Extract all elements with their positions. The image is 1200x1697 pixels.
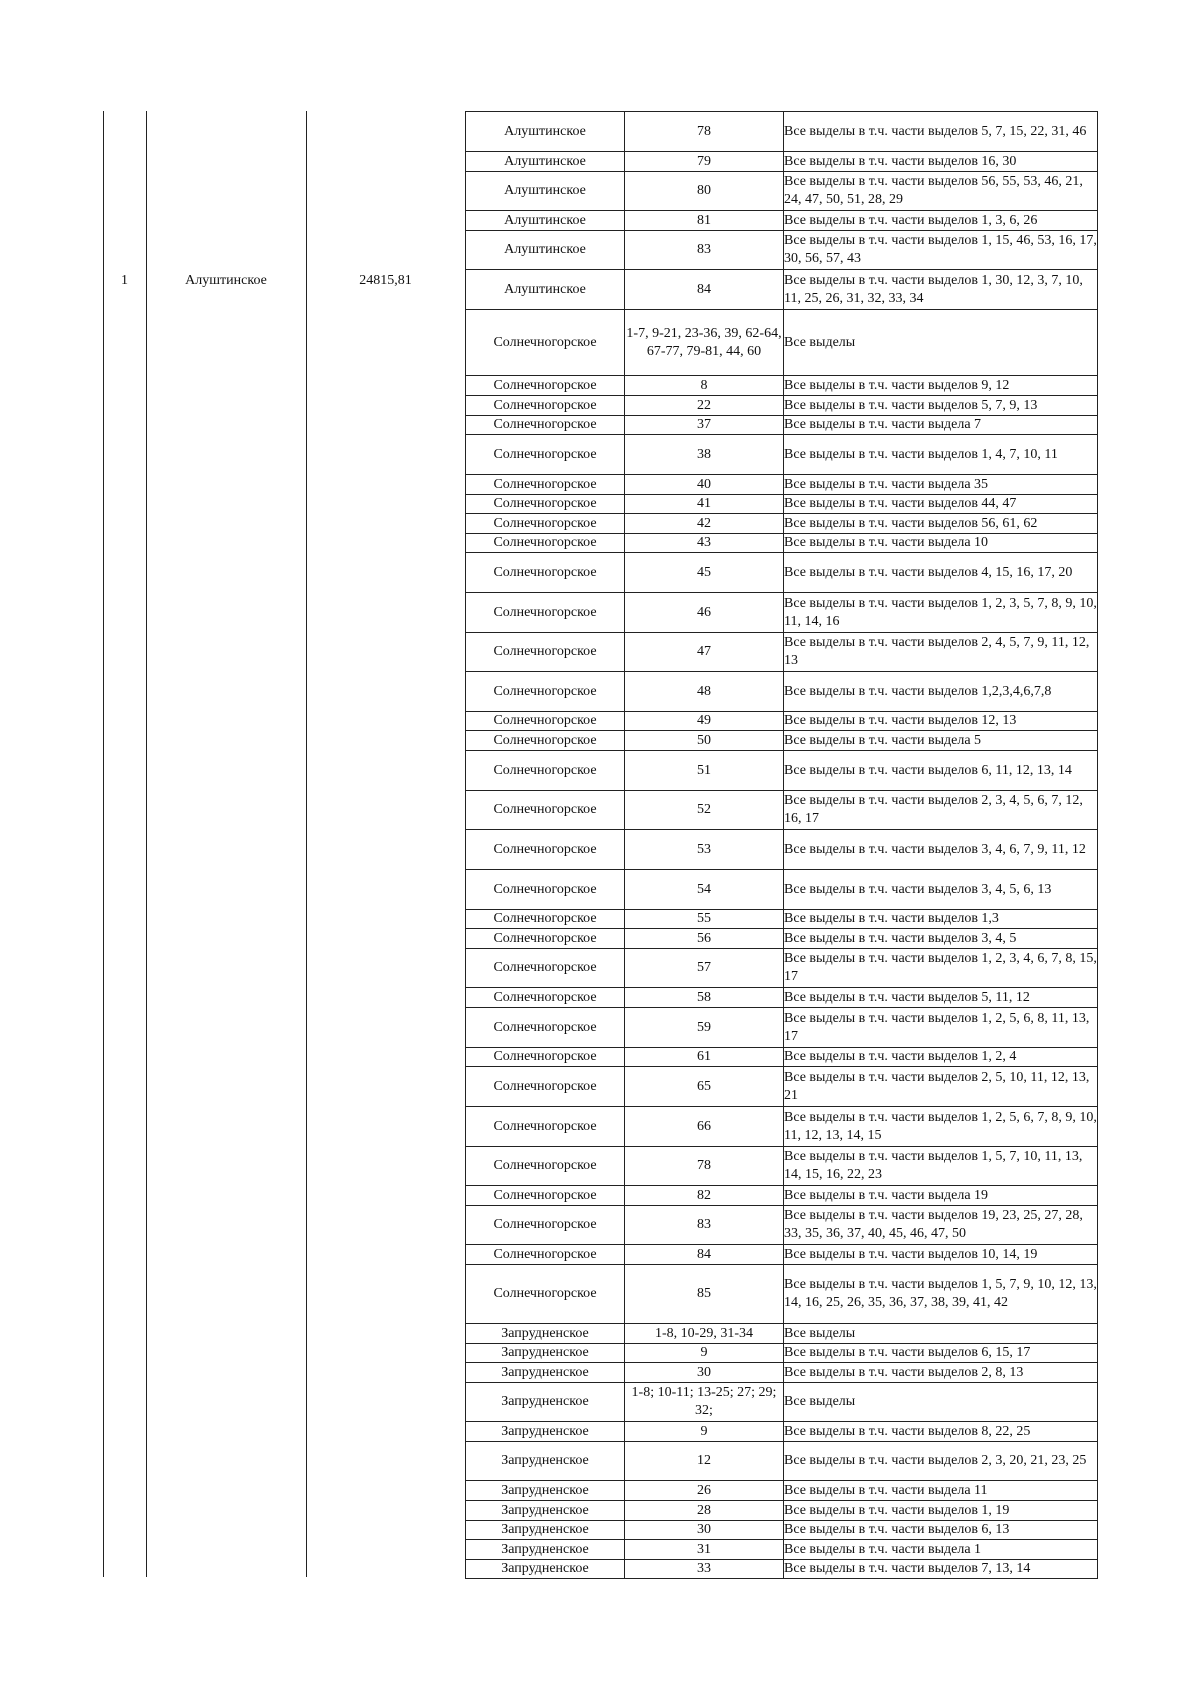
quarter-number-cell: 41	[625, 495, 784, 514]
plots-description-cell: Все выделы в т.ч. части выдела 1	[784, 1540, 1098, 1560]
plots-description-cell: Все выделы в т.ч. части выделов 1, 2, 5, 6, 8, 11, 13, 17	[784, 1008, 1098, 1048]
plots-description-cell: Все выделы в т.ч. части выделов 1, 30, 12, 3, 7, 10, 11, 25, 26, 31, 32, 33, 34	[784, 270, 1098, 310]
table-row	[466, 231, 1098, 270]
quarter-number-cell: 42	[625, 514, 784, 534]
quarter-number-cell: 30	[625, 1521, 784, 1540]
plots-description-cell: Все выделы в т.ч. части выделов 56, 55, 53, 46, 21, 24, 47, 50, 51, 28, 29	[784, 172, 1098, 211]
quarter-number-cell: 28	[625, 1501, 784, 1521]
district-name-cell: Солнечногорское	[466, 791, 625, 830]
table-row	[466, 1324, 1098, 1344]
district-name-cell: Запрудненское	[466, 1560, 625, 1579]
district-name-cell: Солнечногорское	[466, 534, 625, 553]
quarter-number-cell: 47	[625, 633, 784, 672]
plots-description-cell: Все выделы в т.ч. части выделов 5, 7, 15, 22, 31, 46	[784, 112, 1098, 152]
quarter-number-cell: 84	[625, 270, 784, 310]
quarter-number-cell: 33	[625, 1560, 784, 1579]
plots-description-cell: Все выделы в т.ч. части выделов 10, 14, 19	[784, 1245, 1098, 1265]
quarter-number-cell: 85	[625, 1265, 784, 1324]
district-name-cell: Запрудненское	[466, 1442, 625, 1481]
district-name-cell: Солнечногорское	[466, 396, 625, 416]
plots-description-cell: Все выделы в т.ч. части выделов 2, 3, 4, 5, 6, 7, 12, 16, 17	[784, 791, 1098, 830]
district-name-cell: Солнечногорское	[466, 495, 625, 514]
district-name-cell: Солнечногорское	[466, 376, 625, 396]
plots-description-cell: Все выделы в т.ч. части выдела 5	[784, 731, 1098, 751]
table-row	[466, 593, 1098, 633]
table-row	[466, 1048, 1098, 1067]
table-row	[466, 270, 1098, 310]
plots-description-cell: Все выделы в т.ч. части выделов 19, 23, 25, 27, 28, 33, 35, 36, 37, 40, 45, 46, 47, 50	[784, 1206, 1098, 1245]
district-name-cell: Солнечногорское	[466, 731, 625, 751]
plots-description-cell: Все выделы в т.ч. части выделов 16, 30	[784, 152, 1098, 172]
table-row	[466, 712, 1098, 731]
district-name-cell: Солнечногорское	[466, 870, 625, 910]
plots-description-cell: Все выделы в т.ч. части выделов 1, 2, 4	[784, 1048, 1098, 1067]
quarter-number-cell: 48	[625, 672, 784, 712]
table-row	[466, 475, 1098, 495]
quarter-number-cell: 82	[625, 1186, 784, 1206]
quarter-number-cell: 78	[625, 1147, 784, 1186]
table-row	[466, 1481, 1098, 1501]
plots-description-cell: Все выделы в т.ч. части выделов 1,2,3,4,6,7,8	[784, 672, 1098, 712]
plots-description-cell: Все выделы	[784, 1383, 1098, 1422]
table-row	[466, 396, 1098, 416]
quarter-number-cell: 51	[625, 751, 784, 791]
quarter-number-cell: 58	[625, 988, 784, 1008]
district-name-cell: Алуштинское	[466, 152, 625, 172]
table-row	[466, 1265, 1098, 1324]
table-row	[466, 1186, 1098, 1206]
district-name-cell: Солнечногорское	[466, 416, 625, 435]
forestry-area: 24815,81	[359, 273, 412, 288]
plots-description-cell: Все выделы в т.ч. части выделов 1, 15, 46, 53, 16, 17, 30, 56, 57, 43	[784, 231, 1098, 270]
table-row	[466, 949, 1098, 988]
quarter-number-cell: 50	[625, 731, 784, 751]
table-row	[466, 672, 1098, 712]
table-row	[466, 870, 1098, 910]
district-name-cell: Алуштинское	[466, 270, 625, 310]
table-row	[466, 1521, 1098, 1540]
plots-description-cell: Все выделы в т.ч. части выделов 5, 11, 12	[784, 988, 1098, 1008]
table-row	[466, 1107, 1098, 1147]
quarter-number-cell: 83	[625, 231, 784, 270]
outer-rule-2	[146, 111, 147, 1577]
district-name-cell: Солнечногорское	[466, 1048, 625, 1067]
quarter-number-cell: 80	[625, 172, 784, 211]
table-row	[466, 514, 1098, 534]
quarter-number-cell: 83	[625, 1206, 784, 1245]
district-name-cell: Солнечногорское	[466, 672, 625, 712]
table-row	[466, 1344, 1098, 1363]
table-row	[466, 791, 1098, 830]
quarter-number-cell: 1-7, 9-21, 23-36, 39, 62-64, 67-77, 79-81, 44, 60	[625, 310, 784, 376]
district-name-cell: Солнечногорское	[466, 1186, 625, 1206]
table-row	[466, 1363, 1098, 1383]
quarter-number-cell: 40	[625, 475, 784, 495]
quarter-number-cell: 26	[625, 1481, 784, 1501]
district-name-cell: Солнечногорское	[466, 1147, 625, 1186]
quarter-number-cell: 45	[625, 553, 784, 593]
quarter-number-cell: 9	[625, 1422, 784, 1442]
table-body	[466, 112, 1098, 1579]
district-name-cell: Солнечногорское	[466, 830, 625, 870]
district-name-cell: Солнечногорское	[466, 929, 625, 949]
quarter-number-cell: 8	[625, 376, 784, 396]
plots-description-cell: Все выделы в т.ч. части выделов 2, 5, 10, 11, 12, 13, 21	[784, 1067, 1098, 1107]
table-row	[466, 1147, 1098, 1186]
table-row	[466, 112, 1098, 152]
table-row	[466, 534, 1098, 553]
quarter-number-cell: 49	[625, 712, 784, 731]
district-quarters-table	[465, 111, 1098, 1579]
district-name-cell: Солнечногорское	[466, 514, 625, 534]
quarter-number-cell: 78	[625, 112, 784, 152]
plots-description-cell: Все выделы в т.ч. части выделов 6, 13	[784, 1521, 1098, 1540]
district-name-cell: Запрудненское	[466, 1501, 625, 1521]
table-row	[466, 1422, 1098, 1442]
plots-description-cell: Все выделы в т.ч. части выдела 7	[784, 416, 1098, 435]
district-name-cell: Алуштинское	[466, 211, 625, 231]
district-name-cell: Солнечногорское	[466, 949, 625, 988]
table-row	[466, 1383, 1098, 1422]
table-row	[466, 495, 1098, 514]
row-number: 1	[121, 273, 128, 288]
table-row	[466, 1206, 1098, 1245]
table-row	[466, 1560, 1098, 1579]
table-row	[466, 633, 1098, 672]
quarter-number-cell: 66	[625, 1107, 784, 1147]
quarter-number-cell: 1-8; 10-11; 13-25; 27; 29; 32;	[625, 1383, 784, 1422]
table-row	[466, 1245, 1098, 1265]
district-name-cell: Солнечногорское	[466, 988, 625, 1008]
plots-description-cell: Все выделы в т.ч. части выделов 4, 15, 16, 17, 20	[784, 553, 1098, 593]
district-name-cell: Запрудненское	[466, 1521, 625, 1540]
district-name-cell: Алуштинское	[466, 172, 625, 211]
table-row	[466, 211, 1098, 231]
plots-description-cell: Все выделы в т.ч. части выделов 6, 15, 17	[784, 1344, 1098, 1363]
quarter-number-cell: 31	[625, 1540, 784, 1560]
table-row	[466, 1540, 1098, 1560]
district-name-cell: Запрудненское	[466, 1324, 625, 1344]
table-row	[466, 172, 1098, 211]
district-name-cell: Солнечногорское	[466, 553, 625, 593]
plots-description-cell: Все выделы в т.ч. части выделов 6, 11, 12, 13, 14	[784, 751, 1098, 791]
district-name-cell: Запрудненское	[466, 1363, 625, 1383]
district-name-cell: Запрудненское	[466, 1540, 625, 1560]
table-row	[466, 1008, 1098, 1048]
table-row	[466, 435, 1098, 475]
table-row	[466, 830, 1098, 870]
quarter-number-cell: 65	[625, 1067, 784, 1107]
table-row	[466, 152, 1098, 172]
quarter-number-cell: 54	[625, 870, 784, 910]
quarter-number-cell: 81	[625, 211, 784, 231]
table-row	[466, 1067, 1098, 1107]
district-name-cell: Солнечногорское	[466, 475, 625, 495]
quarter-number-cell: 57	[625, 949, 784, 988]
table-row	[466, 751, 1098, 791]
table-row	[466, 553, 1098, 593]
quarter-number-cell: 56	[625, 929, 784, 949]
quarter-number-cell: 55	[625, 910, 784, 929]
district-name-cell: Солнечногорское	[466, 1245, 625, 1265]
quarter-number-cell: 61	[625, 1048, 784, 1067]
plots-description-cell: Все выделы в т.ч. части выделов 2, 3, 20, 21, 23, 25	[784, 1442, 1098, 1481]
plots-description-cell: Все выделы в т.ч. части выделов 5, 7, 9, 13	[784, 396, 1098, 416]
plots-description-cell: Все выделы в т.ч. части выделов 1, 2, 5, 6, 7, 8, 9, 10, 11, 12, 13, 14, 15	[784, 1107, 1098, 1147]
plots-description-cell: Все выделы в т.ч. части выделов 1,3	[784, 910, 1098, 929]
quarter-number-cell: 46	[625, 593, 784, 633]
district-name-cell: Солнечногорское	[466, 1067, 625, 1107]
quarter-number-cell: 30	[625, 1363, 784, 1383]
district-name-cell: Алуштинское	[466, 112, 625, 152]
plots-description-cell: Все выделы в т.ч. части выделов 44, 47	[784, 495, 1098, 514]
plots-description-cell: Все выделы в т.ч. части выделов 1, 5, 7, 9, 10, 12, 13, 14, 16, 25, 26, 35, 36, 37, 38, 39, 41, 42	[784, 1265, 1098, 1324]
quarter-number-cell: 12	[625, 1442, 784, 1481]
quarter-number-cell: 59	[625, 1008, 784, 1048]
plots-description-cell: Все выделы в т.ч. части выдела 19	[784, 1186, 1098, 1206]
plots-description-cell: Все выделы в т.ч. части выделов 1, 2, 3, 5, 7, 8, 9, 10, 11, 14, 16	[784, 593, 1098, 633]
district-name-cell: Солнечногорское	[466, 593, 625, 633]
table-row	[466, 988, 1098, 1008]
table-row	[466, 910, 1098, 929]
plots-description-cell: Все выделы в т.ч. части выделов 12, 13	[784, 712, 1098, 731]
district-name-cell: Алуштинское	[466, 231, 625, 270]
district-name-cell: Запрудненское	[466, 1481, 625, 1501]
plots-description-cell: Все выделы в т.ч. части выдела 35	[784, 475, 1098, 495]
quarter-number-cell: 43	[625, 534, 784, 553]
plots-description-cell: Все выделы в т.ч. части выделов 56, 61, 62	[784, 514, 1098, 534]
plots-description-cell: Все выделы в т.ч. части выделов 3, 4, 5, 6, 13	[784, 870, 1098, 910]
district-name-cell: Солнечногорское	[466, 310, 625, 376]
district-name-cell: Солнечногорское	[466, 712, 625, 731]
plots-description-cell: Все выделы в т.ч. части выдела 10	[784, 534, 1098, 553]
district-name-cell: Запрудненское	[466, 1383, 625, 1422]
quarter-number-cell: 38	[625, 435, 784, 475]
plots-description-cell: Все выделы в т.ч. части выделов 1, 4, 7, 10, 11	[784, 435, 1098, 475]
plots-description-cell: Все выделы в т.ч. части выделов 1, 5, 7, 10, 11, 13, 14, 15, 16, 22, 23	[784, 1147, 1098, 1186]
district-name-cell: Солнечногорское	[466, 633, 625, 672]
forestry-name: Алуштинское	[185, 273, 267, 288]
district-name-cell: Солнечногорское	[466, 1265, 625, 1324]
plots-description-cell: Все выделы в т.ч. части выделов 3, 4, 5	[784, 929, 1098, 949]
quarter-number-cell: 84	[625, 1245, 784, 1265]
plots-description-cell: Все выделы в т.ч. части выделов 1, 2, 3, 4, 6, 7, 8, 15, 17	[784, 949, 1098, 988]
district-name-cell: Солнечногорское	[466, 1206, 625, 1245]
table-row	[466, 1442, 1098, 1481]
quarter-number-cell: 9	[625, 1344, 784, 1363]
table-row	[466, 416, 1098, 435]
quarter-number-cell: 52	[625, 791, 784, 830]
plots-description-cell: Все выделы	[784, 1324, 1098, 1344]
outer-rule-3	[306, 111, 307, 1577]
plots-description-cell: Все выделы в т.ч. части выделов 1, 19	[784, 1501, 1098, 1521]
plots-description-cell: Все выделы в т.ч. части выделов 2, 4, 5, 7, 9, 11, 12, 13	[784, 633, 1098, 672]
table-row	[466, 731, 1098, 751]
table-row	[466, 1501, 1098, 1521]
district-name-cell: Солнечногорское	[466, 1008, 625, 1048]
table-row	[466, 310, 1098, 376]
plots-description-cell: Все выделы в т.ч. части выделов 1, 3, 6, 26	[784, 211, 1098, 231]
plots-description-cell: Все выделы	[784, 310, 1098, 376]
table-row	[466, 376, 1098, 396]
plots-description-cell: Все выделы в т.ч. части выделов 9, 12	[784, 376, 1098, 396]
quarter-number-cell: 1-8, 10-29, 31-34	[625, 1324, 784, 1344]
district-name-cell: Запрудненское	[466, 1344, 625, 1363]
plots-description-cell: Все выделы в т.ч. части выделов 2, 8, 13	[784, 1363, 1098, 1383]
quarter-number-cell: 53	[625, 830, 784, 870]
plots-description-cell: Все выделы в т.ч. части выделов 8, 22, 25	[784, 1422, 1098, 1442]
district-name-cell: Солнечногорское	[466, 1107, 625, 1147]
plots-description-cell: Все выделы в т.ч. части выделов 3, 4, 6, 7, 9, 11, 12	[784, 830, 1098, 870]
district-name-cell: Солнечногорское	[466, 910, 625, 929]
quarter-number-cell: 22	[625, 396, 784, 416]
outer-rule-1	[103, 111, 104, 1577]
plots-description-cell: Все выделы в т.ч. части выдела 11	[784, 1481, 1098, 1501]
plots-description-cell: Все выделы в т.ч. части выделов 7, 13, 14	[784, 1560, 1098, 1579]
quarter-number-cell: 37	[625, 416, 784, 435]
district-name-cell: Запрудненское	[466, 1422, 625, 1442]
district-name-cell: Солнечногорское	[466, 435, 625, 475]
table-row	[466, 929, 1098, 949]
district-name-cell: Солнечногорское	[466, 751, 625, 791]
quarter-number-cell: 79	[625, 152, 784, 172]
